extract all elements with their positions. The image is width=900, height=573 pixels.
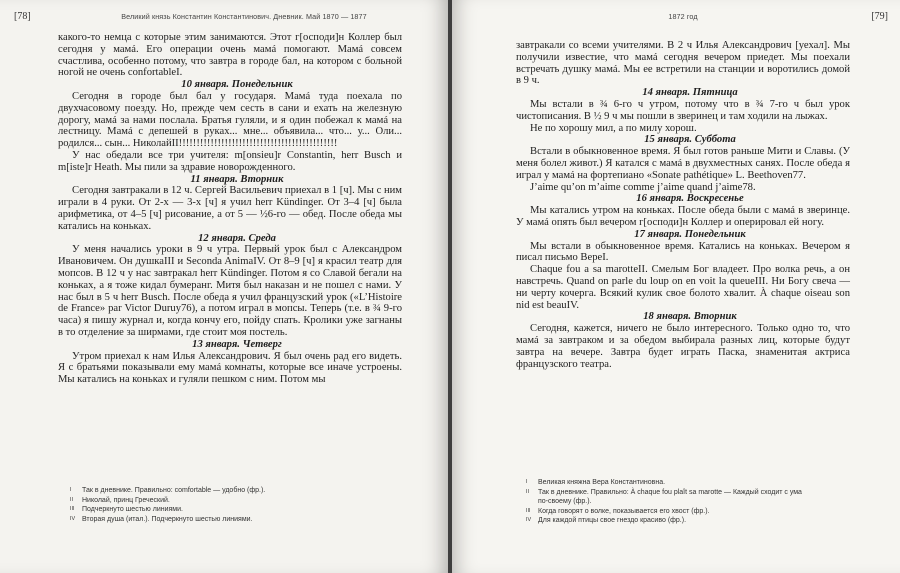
entry-heading: 18 января. Вторник — [643, 311, 737, 323]
footnote — [70, 505, 400, 515]
footnote — [526, 516, 848, 526]
footnote-text: Так в дневнике. Правильно: À chaque fou plaît sa marotte — Каждый сходит с ума — [538, 488, 802, 496]
page-body — [516, 40, 850, 370]
paragraph: J’aime qu’on m’aime comme j’aime quand j’aime78. — [530, 181, 756, 193]
footnotes — [526, 478, 848, 526]
entry-heading: 15 января. Суббота — [644, 134, 736, 146]
footnote-mark: IV — [70, 515, 76, 522]
footnote-mark: III — [70, 506, 75, 513]
footnote — [526, 507, 848, 517]
paragraph: Мы встали в ¾ 6-го ч утром, потому что в ¾ 7-го ч был урок чистописания. В ½ 9 ч мы пошли в зверинец и там ходили на лыжах. — [516, 98, 850, 122]
running-head: Великий князь Константин Константинович. Дневник. Май 1870 — 1877 — [121, 12, 367, 21]
footnote-mark: I — [526, 479, 528, 485]
paragraph: завтракали со всеми учителями. В 2 ч Илья Александрович [уехал]. Мы получили известие, что мамá сегодня вечером приедет. Мы поехали встречать душку мамá. Мы ее встретили на станции и воротились домой в 9 ч. — [516, 40, 850, 87]
footnote-text: Для каждой птицы свое гнездо красиво (фр.). — [538, 517, 687, 525]
footnote — [70, 486, 400, 496]
entry-heading: 14 января. Пятница — [642, 87, 738, 99]
entry-heading: 13 января. Четверг — [192, 338, 282, 350]
footnote — [526, 497, 848, 507]
footnote-mark: IV — [526, 517, 532, 524]
right-page — [450, 0, 900, 573]
gutter — [448, 0, 452, 573]
page-number: [78] — [14, 11, 31, 22]
footnote-text: Так в дневнике. Правильно: comfortable — удобно (фр.). — [82, 487, 266, 494]
footnote-mark: II — [526, 488, 529, 495]
footnote — [70, 515, 400, 525]
footnotes — [70, 486, 400, 524]
paragraph: У меня начались уроки в 9 ч утра. Первый урок был с Александром Ивановичем. Он душкаIII и Seconda AnimaIV. От 8–9 [ч] я красил театр для мопсов. В 12 ч у нас завтракал herr Kündinger. Потом я со Славой бегали на коньках, а я тоже кидал бумеранг. Митя был наказан и не пошел с нами. У нас был в 5 ч herr Busch. После обеда я учил французский урок («L’Histoire de France» par Victor Duruy76), а потом играл в мопсы. Теперь (т.е. в ¾ 9-го часа) я пишу журнал и, когда кончу его, пойду спать. Кролики уже загнаны в то отделение за ширмами, где стоит моя постель. — [58, 244, 402, 338]
footnote-mark: III — [526, 507, 531, 514]
paragraph: Сегодня завтракали в 12 ч. Сергей Васильевич приехал в 1 [ч]. Мы с ним играли в 4 руки. От 2-х — 3-х [ч] я учил herr Kündinger. От 3–4 [ч] была арифметика, от 4–5 [ч] рисование, а от 5 — ½6-го — обед. После обеда мы катались на коньках. — [58, 185, 402, 232]
paragraph: Мы встали в обыкновенное время. Катались на коньках. Вечером я писал письмо ВереI. — [516, 240, 850, 264]
paragraph: У нас обедали все три учителя: m[onsieu]r Constantin, herr Busch и m[iste]r Heath. Мы пили за здравие новорожденного. — [58, 149, 402, 173]
paragraph: Сегодня в городе был бал у государя. Мамá туда поехала по двухчасовому поезду. Но, прежде чем сесть в сани и ехать на железную дорогу, мамá за нами послала. Братья гуляли, и я один побежал к мамá на лестницу. Мамá с депешей в руках... мне... объявила... что... у... Оли... родился... сын... НиколайII!!!!!!!!!!!!!!!!!!!!!!!!!!!!!!!!!!!!!!!!!!!!! — [58, 90, 402, 150]
footnote-text: Николай, принц Греческий. — [82, 496, 170, 504]
footnote-mark: I — [70, 487, 72, 493]
running-head: 1872 год — [668, 12, 698, 21]
paragraph: Сегодня, кажется, ничего не было интересного. Только одно то, что мамá за завтраком и за обедом выбирала разных лиц, которые будут завтра на вечере. Завтра будет играть Паска, знаменитая актриса французского театра. — [516, 323, 850, 370]
paragraph: Встали в обыкновенное время. Я был готов раньше Мити и Славы. (У меня болел живот.) Я катался с мамá в двухместных санях. После обеда я играл у мамá на фортепиано «Sonate pathétique» L. Beethoven77. — [516, 146, 850, 181]
paragraph: Chaque fou a sa marotteII. Смелым Бог владеет. Про волка речь, а он навстречь. Quand on parle du loup on en voit la queueIII. Ни Богу свеча — ни черту кочерга. Всякий кулик свое болото хвалит. À chaque oiseau son nid est beauIV. — [516, 264, 850, 311]
footnote — [526, 488, 848, 498]
footnote-text: по-своему (фр.). — [538, 498, 592, 506]
page-number: [79] — [871, 11, 888, 22]
footnote-text: Вторая душа (итал.). Подчеркнуто шестью линиями. — [82, 515, 253, 523]
entry-heading: 10 января. Понедельник — [181, 79, 293, 91]
entry-heading: 11 января. Вторник — [190, 173, 284, 185]
page-body — [58, 32, 402, 386]
footnote-text: Когда говорят о волке, показывается его хвост (фр.). — [538, 507, 710, 515]
entry-heading: 16 января. Воскресенье — [636, 193, 744, 205]
footnote — [70, 496, 400, 506]
paragraph: Мы катались утром на коньках. После обеда были с мамá в зверинце. У мамá опять был вечером г[осподи]н Коллер и оперировал ей ногу. — [516, 205, 850, 228]
entry-heading: 12 января. Среда — [198, 232, 276, 244]
footnote — [526, 478, 848, 488]
footnote-text: Подчеркнуто шестью линиями. — [82, 506, 183, 514]
footnote-text: Великая княжна Вера Константиновна. — [538, 479, 666, 486]
paragraph: Не по хорошу мил, а по милу хорош. — [530, 122, 697, 134]
entry-heading: 17 января. Понедельник — [634, 228, 746, 240]
paragraph: Утром приехал к нам Илья Александрович. Я был очень рад его видеть. Я с братьями показывали ему мамá комнаты, которые все иначе устроены. Мы катались на коньках и гуляли пешком с ним. Потом мы — [58, 350, 402, 386]
footnote-mark: II — [70, 496, 73, 503]
paragraph: какого-то немца с которые этим занимаются. Этот г[осподи]н Коллер был сегодня у мамá. Его операции очень мамá помогают. Мамá совсем счастлива, особенно потому, что завтра в городе бал, на котором с больной ногой не очень confortableI. — [58, 32, 402, 79]
